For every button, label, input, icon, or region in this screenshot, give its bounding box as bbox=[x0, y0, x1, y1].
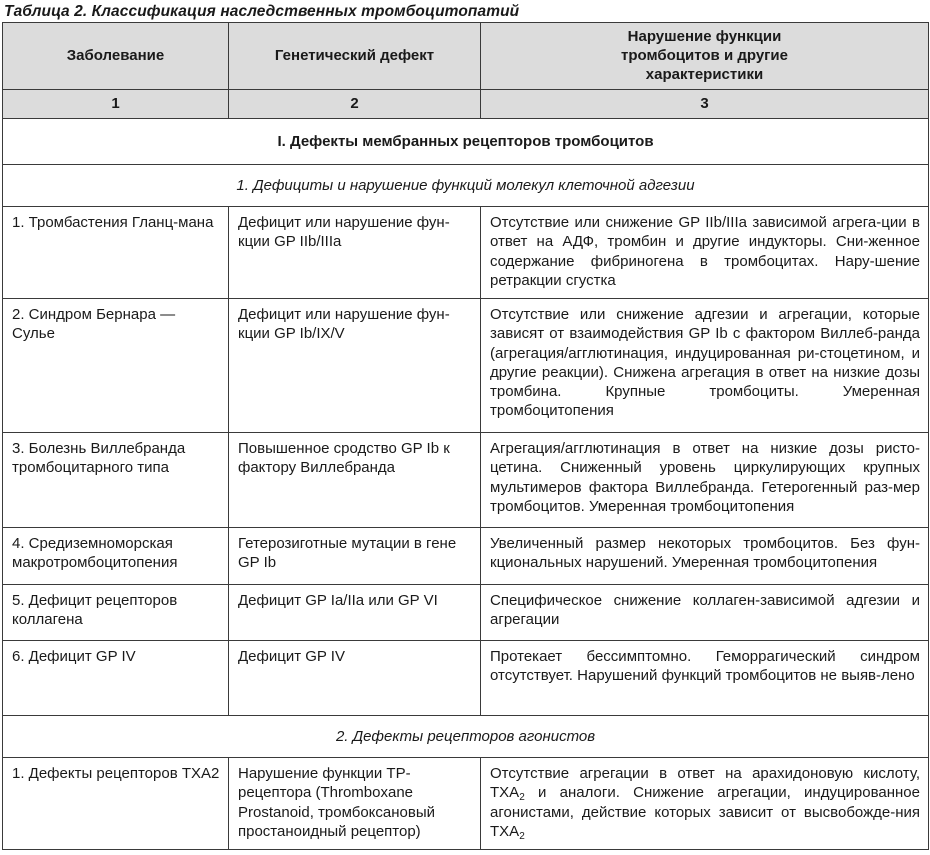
table-caption: Таблица 2. Классификация наследственных тромбоцитопатий bbox=[4, 3, 520, 20]
defect-cell: Нарушение функции TP-рецептора (Thromboxane Prostanoid, тромбоксановый простаноидный рецептор) bbox=[229, 758, 481, 850]
description-cell: Агрегация/агглютинация в ответ на низкие дозы ристо-цетина. Сниженный уровень циркулирующих крупных мультимеров фактора Виллебранда. Гетерогенный раз-мер тромбоцитов. Умеренная тромбоцитопения bbox=[481, 433, 929, 528]
column-number: 1 bbox=[3, 90, 229, 119]
defect-cell: Дефицит GP Ia/IIa или GP VI bbox=[229, 585, 481, 641]
section-title: I. Дефекты мембранных рецепторов тромбоцитов bbox=[3, 119, 929, 165]
header-function-impairment-text: Нарушение функции тромбоцитов и другие характеристики bbox=[621, 28, 788, 84]
description-cell: Отсутствие или снижение GP IIb/IIIa зависимой агрега-ции в ответ на АДФ, тромбин и другие индукторы. Сни-женное содержание фибриногена в тромбоцитах. Нару-шение ретракции сгустка bbox=[481, 207, 929, 299]
disease-cell: 5. Дефицит рецепторов коллагена bbox=[3, 585, 229, 641]
disease-cell: 4. Средиземноморская макротромбоцитопения bbox=[3, 528, 229, 585]
header-genetic-defect: Генетический дефект bbox=[229, 23, 481, 90]
defect-cell: Гетерозиготные мутации в гене GP Ib bbox=[229, 528, 481, 585]
table-row bbox=[3, 299, 929, 433]
disease-cell: 6. Дефицит GP IV bbox=[3, 641, 229, 716]
description-text: Отсутствие агрегации в ответ на арахидоновую кислоту, TXA bbox=[490, 765, 920, 802]
disease-cell: 3. Болезнь Виллебранда тромбоцитарного типа bbox=[3, 433, 229, 528]
subsection-title: 2. Дефекты рецепторов агонистов bbox=[3, 716, 929, 758]
subsection-title: 1. Дефициты и нарушение функций молекул клеточной адгезии bbox=[3, 165, 929, 207]
subsection-row bbox=[3, 165, 929, 207]
description-cell: Протекает бессимптомно. Геморрагический синдром отсутствует. Нарушений функций тромбоцитов не выяв-лено bbox=[481, 641, 929, 716]
description-cell: Увеличенный размер некоторых тромбоцитов. Без фун-кциональных нарушений. Умеренная тромбоцитопения bbox=[481, 528, 929, 585]
defect-cell: Повышенное сродство GP Ib к фактору Виллебранда bbox=[229, 433, 481, 528]
defect-cell: Дефицит или нарушение фун-кции GP IIb/IIIa bbox=[229, 207, 481, 299]
table-row bbox=[3, 207, 929, 299]
column-number: 2 bbox=[229, 90, 481, 119]
column-number-row bbox=[3, 90, 929, 119]
classification-table bbox=[2, 22, 929, 850]
table-row bbox=[3, 758, 929, 850]
section-row bbox=[3, 119, 929, 165]
table-row bbox=[3, 585, 929, 641]
subscript: 2 bbox=[519, 830, 525, 842]
disease-cell: 2. Синдром Бернара — Сулье bbox=[3, 299, 229, 433]
column-number: 3 bbox=[481, 90, 929, 119]
header-disease: Заболевание bbox=[3, 23, 229, 90]
disease-cell: 1. Тромбастения Гланц-мана bbox=[3, 207, 229, 299]
description-text: и аналоги. Снижение агрегации, индуцированное агонистами, действие которых зависит от высвобожде-ния TXA bbox=[490, 784, 920, 840]
description-cell: Специфическое снижение коллаген-зависимой адгезии и агрегации bbox=[481, 585, 929, 641]
disease-cell: 1. Дефекты рецепторов TXA2 bbox=[3, 758, 229, 850]
subsection-row bbox=[3, 716, 929, 758]
header-row bbox=[3, 23, 929, 90]
table-row bbox=[3, 528, 929, 585]
header-function-impairment bbox=[481, 23, 929, 90]
defect-cell: Дефицит GP IV bbox=[229, 641, 481, 716]
subscript: 2 bbox=[519, 792, 525, 804]
description-cell bbox=[481, 758, 929, 850]
table-row bbox=[3, 641, 929, 716]
description-cell: Отсутствие или снижение адгезии и агрегации, которые зависят от взаимодействия GP Ib с фактором Виллеб-ранда (агрегация/агглютинация, индуцированная ри-стоцетином, и другие реакции). Снижена агрегация в ответ на низкие дозы тромбина. Крупные тромбоциты. Умеренная тромбоцитопения bbox=[481, 299, 929, 433]
table-row bbox=[3, 433, 929, 528]
defect-cell: Дефицит или нарушение фун-кции GP Ib/IX/V bbox=[229, 299, 481, 433]
